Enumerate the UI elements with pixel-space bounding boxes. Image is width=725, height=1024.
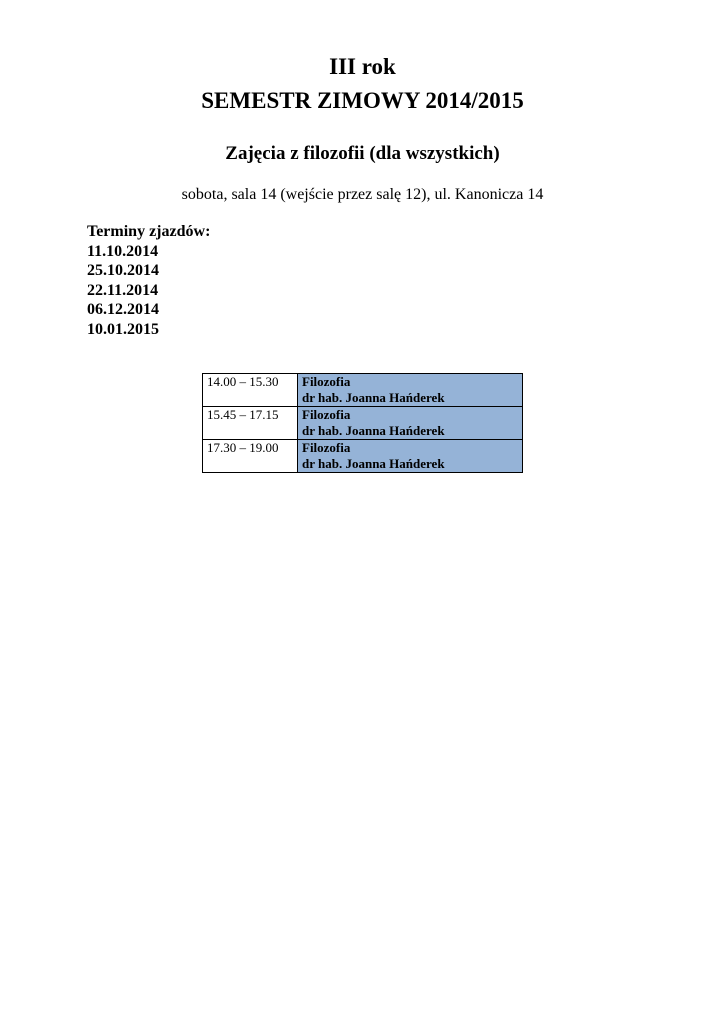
course-lecturer: dr hab. Joanna Hańderek: [302, 456, 445, 471]
meeting-dates-heading: Terminy zjazdów:: [87, 223, 211, 240]
schedule-time: 14.00 – 15.30: [203, 374, 298, 407]
schedule-course-cell: [298, 374, 523, 407]
course-lecturer: dr hab. Joanna Hańderek: [302, 390, 445, 405]
course-lecturer: dr hab. Joanna Hańderek: [302, 423, 445, 438]
schedule-time: 17.30 – 19.00: [203, 440, 298, 473]
schedule-course-cell: [298, 440, 523, 473]
document-subtitle: Zajęcia z filozofii (dla wszystkich): [225, 143, 500, 164]
meeting-date: 25.10.2014: [87, 262, 159, 279]
meeting-date: 10.01.2015: [87, 320, 159, 338]
meeting-dates-list: [87, 222, 210, 339]
course-name: Filozofia: [302, 374, 351, 389]
schedule-time: 15.45 – 17.15: [203, 407, 298, 440]
document-title-semester: SEMESTR ZIMOWY 2014/2015: [201, 88, 524, 113]
schedule-table: [202, 373, 523, 473]
meeting-date: 22.11.2014: [87, 281, 159, 299]
course-name: Filozofia: [302, 440, 351, 455]
schedule-row: [203, 374, 523, 407]
schedule-row: [203, 407, 523, 440]
course-name: Filozofia: [302, 407, 351, 422]
location-line: sobota, sala 14 (wejście przez salę 12), ul. Kanonicza 14: [181, 186, 544, 203]
meeting-date: 11.10.2014: [87, 242, 159, 260]
meeting-date: 06.12.2014: [87, 301, 159, 318]
document-title-year: III rok: [329, 54, 396, 79]
schedule-row: [203, 440, 523, 473]
schedule-course-cell: [298, 407, 523, 440]
